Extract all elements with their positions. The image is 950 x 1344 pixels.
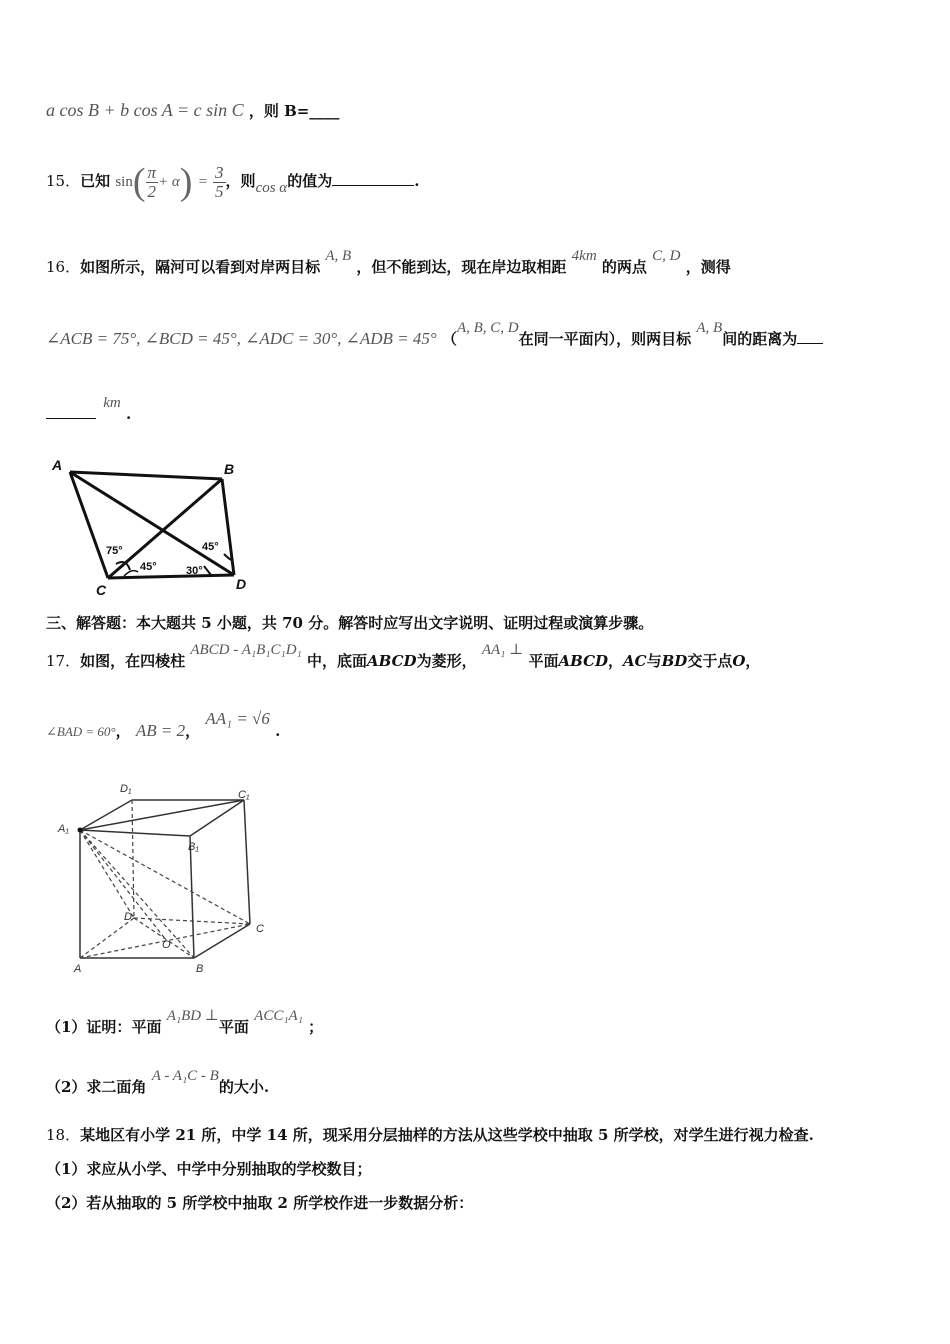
q16-ab2: A, B <box>696 320 723 336</box>
q17-abcd: ABCD <box>367 652 417 670</box>
fig17-label-o: O <box>162 939 171 951</box>
q17-text-c: 为菱形， <box>416 652 477 670</box>
fig17-label-d: D <box>124 911 132 923</box>
q15-text-a: 已知 <box>80 172 111 190</box>
q16-text-c: 的两点 <box>601 258 647 276</box>
fig16-angle-45d: 45° <box>202 541 219 553</box>
q17-prism: ABCD - A₁B₁C₁D₁ <box>190 642 302 658</box>
q17-figure <box>56 780 276 975</box>
q17-sep2: ， <box>185 722 201 740</box>
q17-plane1: A₁BD ⊥ <box>166 1008 219 1024</box>
q16-line-1 <box>46 248 731 277</box>
q17-part-2 <box>46 1068 270 1097</box>
q15-line: 15．已知 sin( $\frac{\pi}{2}$ + α) = $\frac{3}{5}$ ，则cos α的值为 . <box>46 161 420 203</box>
q15-number: 15． <box>46 172 81 190</box>
q16-figure <box>44 452 264 602</box>
q14-line <box>46 100 339 121</box>
q15-eq: = <box>197 174 208 190</box>
q17-text-e: ， <box>608 652 624 670</box>
q17-cond3: AA₁ = √6 <box>205 709 270 728</box>
fig17-label-c: C <box>256 923 264 935</box>
q16-ab: A, B <box>325 248 352 264</box>
q17-dihedral: A - A₁C - B <box>151 1068 219 1084</box>
fig16-angle-75: 75° <box>106 545 123 557</box>
q17-line-1 <box>46 642 761 671</box>
q16-blank-a <box>797 329 823 344</box>
q15-text-c: 的值为 <box>287 172 333 190</box>
q16-dist: 4km <box>571 248 597 264</box>
q16-text-f: 间的距离为 <box>722 330 798 348</box>
q15-frac-pi2: $\frac{\pi}{2}$ <box>147 162 157 201</box>
q17-sep1: ， <box>115 722 131 740</box>
q15-sin: sin <box>115 174 133 190</box>
section-3-heading: 三、解答题：本大题共 5 小题，共 70 分。解答时应写出文字说明、证明过程或演算步骤。 <box>46 614 654 632</box>
fig17-label-b: B <box>196 963 204 975</box>
fig16-label-b: B <box>224 461 235 477</box>
fig16-angle-30: 30° <box>186 565 203 577</box>
q17-text-b: 中，底面 <box>307 652 368 670</box>
q16-text-a: 如图所示，隔河可以看到对岸两目标 <box>80 258 321 276</box>
q17-part-1 <box>46 1008 324 1037</box>
q17-text-f: 与 <box>646 652 662 670</box>
q15-end: . <box>414 172 420 190</box>
q15-blank <box>332 171 414 186</box>
q17-part2-a: （2）求二面角 <box>46 1078 147 1096</box>
q16-text-d: ，测得 <box>685 258 731 276</box>
q17-line-2 <box>46 709 281 741</box>
fig17-label-a: A <box>74 963 82 975</box>
q17-text-h: ， <box>745 652 761 670</box>
q16-cd: C, D <box>652 248 681 264</box>
q18-part-1: （1）求应从小学、中学中分别抽取的学校数目； <box>46 1160 372 1178</box>
fig17-label-b1: B₁ <box>188 841 199 853</box>
fig17-label-a1: A₁ <box>58 823 69 835</box>
q16-line-3 <box>46 395 132 424</box>
q17-cond1: ∠BAD = 60° <box>46 724 116 739</box>
q16-number: 16． <box>46 258 81 276</box>
q17-text-g: 交于点 <box>687 652 733 670</box>
q17-part1-b: 平面 <box>218 1018 249 1036</box>
fig17-label-d1: D₁ <box>120 783 132 795</box>
q18-line <box>46 1124 814 1145</box>
fig16-angle-45c: 45° <box>140 561 157 573</box>
q16-points: A, B, C, D <box>456 320 519 336</box>
q17-o: O <box>732 652 746 670</box>
q17-bd: BD <box>661 652 688 670</box>
q16-unit: km <box>103 395 121 411</box>
q15-frac-35: $\frac{3}{5}$ <box>215 162 224 201</box>
q15-cos: cos α <box>255 180 288 196</box>
q16-text-b: ，但不能到达，现在岸边取相距 <box>356 258 567 276</box>
q17-cond2: AB = 2 <box>135 721 186 740</box>
q18-part-2: （2）若从抽取的 5 所学校中抽取 2 所学校作进一步数据分析： <box>46 1194 474 1212</box>
q17-text-a: 如图，在四棱柱 <box>80 652 186 670</box>
fig16-label-a: A <box>52 457 63 473</box>
q15-plus-alpha: + α <box>158 174 180 190</box>
q17-abcd2: ABCD <box>558 652 609 670</box>
q17-text-d: 平面 <box>528 652 559 670</box>
q18-text: 某地区有小学 21 所，中学 14 所，现采用分层抽样的方法从这些学校中抽取 5 所学校，对学生进行视力检查. <box>80 1126 814 1144</box>
q17-part1-end: ； <box>308 1018 324 1036</box>
q17-ac: AC <box>623 652 647 670</box>
q16-paren: （ <box>441 330 457 348</box>
q14-text: ，则 B= <box>248 102 310 120</box>
q17-plane2: ACC₁A₁ <box>254 1008 303 1024</box>
q17-number: 17． <box>46 652 81 670</box>
q14-blank: ____ <box>309 102 340 120</box>
q16-angles: ∠ACB = 75°, ∠BCD = 45°, ∠ADC = 30°, ∠ADB = 45° <box>46 329 437 348</box>
q16-end: . <box>125 405 132 423</box>
fig17-label-c1: C₁ <box>238 789 250 801</box>
q16-blank-b <box>46 404 96 419</box>
q14-formula: a cos B + b cos A = c sin C <box>46 100 244 120</box>
q16-line-2 <box>46 320 823 349</box>
q17-part1-a: （1）证明：平面 <box>46 1018 162 1036</box>
q15-text-b: ，则 <box>225 172 256 190</box>
q17-part2-b: 的大小. <box>218 1078 270 1096</box>
fig16-label-d: D <box>236 576 247 592</box>
q17-end: . <box>275 722 281 740</box>
q17-aa1perp: AA₁ ⊥ <box>481 642 524 658</box>
q18-number: 18． <box>46 1126 81 1144</box>
fig16-label-c: C <box>96 582 107 598</box>
q16-text-e: 在同一平面内），则两目标 <box>518 330 692 348</box>
